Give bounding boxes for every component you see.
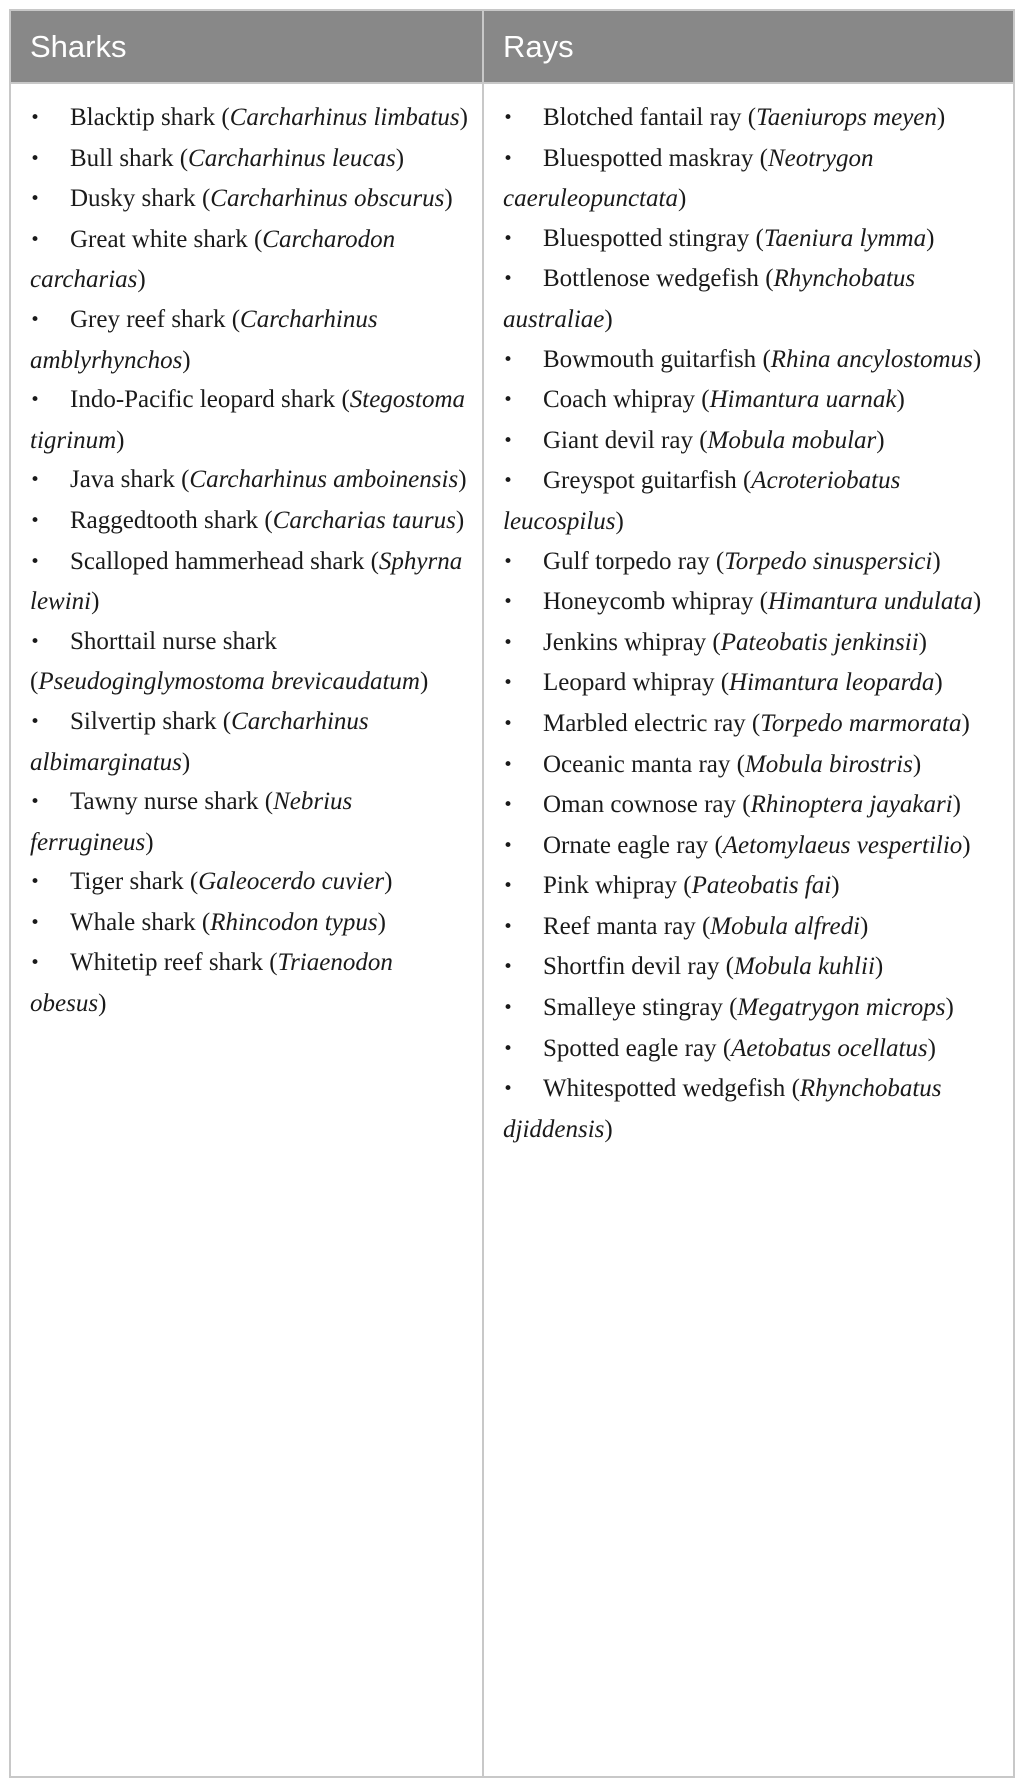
scientific-name: Taeniura lymma bbox=[763, 224, 927, 252]
common-name: Whitetip reef shark bbox=[70, 949, 263, 977]
scientific-name: Pateobatis fai bbox=[691, 872, 832, 900]
bullet-icon: • bbox=[30, 470, 41, 491]
common-name: Bowmouth guitarfish bbox=[543, 345, 757, 373]
scientific-name: Carcharhinus leucas bbox=[188, 144, 396, 172]
common-name: Bottlenose wedgefish bbox=[543, 265, 759, 293]
bullet-icon: • bbox=[30, 551, 41, 572]
ray-list-item: • Bluespotted maskray (Neotrygon caeruleopunctata) bbox=[503, 139, 1003, 219]
bullet-icon: • bbox=[503, 1079, 514, 1100]
common-name: Raggedtooth shark bbox=[70, 506, 259, 534]
scientific-name: Mobula kuhlii bbox=[733, 953, 875, 981]
ray-list-item: • Blotched fantail ray (Taeniurops meyen) bbox=[503, 98, 1003, 139]
common-name: Reef manta ray bbox=[543, 912, 696, 940]
species-table-frame bbox=[9, 9, 1015, 1778]
shark-list-item: • Raggedtooth shark (Carcharias taurus) bbox=[30, 501, 472, 542]
bullet-icon: • bbox=[30, 510, 41, 531]
ray-list-item: • Honeycomb whipray (Himantura undulata) bbox=[503, 582, 1003, 623]
ray-list-item: • Coach whipray (Himantura uarnak) bbox=[503, 380, 1003, 421]
common-name: Whitespotted wedgefish bbox=[543, 1075, 786, 1103]
bullet-icon: • bbox=[30, 953, 41, 974]
bullet-icon: • bbox=[503, 148, 514, 169]
scientific-name: Pateobatis jenkinsii bbox=[720, 628, 919, 656]
scientific-name: Torpedo sinuspersici bbox=[724, 547, 933, 575]
common-name: Scalloped hammerhead shark bbox=[70, 547, 365, 575]
shark-list-item: • Scalloped hammerhead shark (Sphyrna lewini) bbox=[30, 542, 472, 622]
ray-list-item: • Jenkins whipray (Pateobatis jenkinsii) bbox=[503, 623, 1003, 664]
scientific-name: Neotrygon caeruleopunctata bbox=[503, 144, 874, 213]
common-name: Jenkins whipray bbox=[543, 628, 707, 656]
shark-list-item: • Shorttail nurse shark (Pseudoginglymostoma brevicaudatum) bbox=[30, 622, 472, 702]
common-name: Tawny nurse shark bbox=[70, 788, 259, 816]
bullet-icon: • bbox=[30, 390, 41, 411]
bullet-icon: • bbox=[30, 912, 41, 933]
scientific-name: Torpedo marmorata bbox=[760, 709, 962, 737]
common-name: Bluespotted maskray bbox=[543, 144, 754, 172]
scientific-name: Rhincodon typus bbox=[210, 908, 378, 936]
bullet-icon: • bbox=[503, 390, 514, 411]
ray-list-item: • Greyspot guitarfish (Acroteriobatus leucospilus) bbox=[503, 461, 1003, 541]
scientific-name: Carcharhinus obscurus bbox=[210, 185, 445, 213]
common-name: Java shark bbox=[70, 466, 175, 494]
scientific-name: Stegostoma tigrinum bbox=[30, 386, 466, 454]
ray-list-item: • Oceanic manta ray (Mobula birostris) bbox=[503, 745, 1003, 786]
common-name: Indo-Pacific leopard shark bbox=[70, 386, 336, 414]
ray-list-item: • Smalleye stingray (Megatrygon microps) bbox=[503, 988, 1003, 1029]
scientific-name: Carcharhinus albimarginatus bbox=[30, 707, 369, 776]
scientific-name: Mobula alfredi bbox=[710, 912, 861, 940]
bullet-icon: • bbox=[503, 228, 514, 249]
body-row bbox=[11, 83, 1013, 1776]
common-name: Honeycomb whipray bbox=[543, 588, 754, 616]
scientific-name: Aetobatus ocellatus bbox=[731, 1034, 928, 1062]
bullet-icon: • bbox=[503, 471, 514, 492]
shark-list-item: • Indo-Pacific leopard shark (Stegostoma tigrinum) bbox=[30, 380, 472, 460]
sharks-cell bbox=[11, 83, 483, 1776]
scientific-name: Taeniurops meyen bbox=[756, 104, 937, 131]
scientific-name: Nebrius ferrugineus bbox=[30, 788, 353, 856]
scientific-name: Carcharias taurus bbox=[272, 506, 456, 534]
header-rays: Rays bbox=[483, 11, 1013, 83]
ray-list-item: • Whitespotted wedgefish (Rhynchobatus djiddensis) bbox=[503, 1069, 1003, 1149]
ray-list-item: • Oman cownose ray (Rhinoptera jayakari) bbox=[503, 785, 1003, 826]
common-name: Shortfin devil ray bbox=[543, 953, 720, 981]
scientific-name: Rhynchobatus djiddensis bbox=[503, 1075, 942, 1143]
common-name: Marbled electric ray bbox=[543, 709, 746, 737]
scientific-name: Mobula birostris bbox=[744, 750, 913, 778]
common-name: Leopard whipray bbox=[543, 669, 715, 697]
shark-list-item: • Tiger shark (Galeocerdo cuvier) bbox=[30, 862, 472, 903]
common-name: Shorttail nurse shark bbox=[70, 627, 277, 655]
scientific-name: Aetomylaeus vespertilio bbox=[722, 831, 963, 859]
bullet-icon: • bbox=[503, 957, 514, 978]
scientific-name: Acroteriobatus leucospilus bbox=[503, 467, 901, 535]
ray-list-item: • Giant devil ray (Mobula mobular) bbox=[503, 421, 1003, 462]
scientific-name: Himantura leoparda bbox=[729, 669, 935, 697]
bullet-icon: • bbox=[503, 673, 514, 694]
common-name: Giant devil ray bbox=[543, 426, 693, 454]
rays-list bbox=[503, 98, 1003, 1149]
bullet-icon: • bbox=[503, 835, 514, 856]
common-name: Bluespotted stingray bbox=[543, 224, 750, 252]
common-name: Grey reef shark bbox=[70, 305, 226, 333]
bullet-icon: • bbox=[30, 189, 41, 210]
rays-cell bbox=[483, 83, 1013, 1776]
shark-list-item: • Whitetip reef shark (Triaenodon obesus) bbox=[30, 943, 472, 1023]
species-table bbox=[11, 11, 1013, 1776]
ray-list-item: • Bluespotted stingray (Taeniura lymma) bbox=[503, 219, 1003, 260]
scientific-name: Carcharodon carcharias bbox=[30, 225, 396, 294]
scientific-name: Rhina ancylostomus bbox=[770, 345, 973, 373]
bullet-icon: • bbox=[503, 269, 514, 290]
ray-list-item: • Pink whipray (Pateobatis fai) bbox=[503, 866, 1003, 907]
ray-list-item: • Spotted eagle ray (Aetobatus ocellatus) bbox=[503, 1029, 1003, 1070]
bullet-icon: • bbox=[503, 430, 514, 451]
bullet-icon: • bbox=[503, 998, 514, 1019]
common-name: Smalleye stingray bbox=[543, 994, 723, 1022]
ray-list-item: • Ornate eagle ray (Aetomylaeus vespertilio) bbox=[503, 826, 1003, 867]
shark-list-item: • Java shark (Carcharhinus amboinensis) bbox=[30, 460, 472, 501]
sharks-list bbox=[30, 98, 472, 1024]
common-name: Coach whipray bbox=[543, 386, 696, 414]
common-name: Pink whipray bbox=[543, 872, 678, 900]
ray-list-item: • Marbled electric ray (Torpedo marmorata) bbox=[503, 704, 1003, 745]
bullet-icon: • bbox=[30, 872, 41, 893]
bullet-icon: • bbox=[503, 713, 514, 734]
bullet-icon: • bbox=[503, 876, 514, 897]
common-name: Gulf torpedo ray bbox=[543, 547, 710, 575]
common-name: Whale shark bbox=[70, 908, 196, 936]
scientific-name: Carcharhinus amblyrhynchos bbox=[30, 305, 378, 374]
bullet-icon: • bbox=[503, 108, 514, 128]
bullet-icon: • bbox=[30, 229, 41, 250]
scientific-name: Rhinoptera jayakari bbox=[750, 791, 953, 819]
scientific-name: Triaenodon obesus bbox=[30, 949, 393, 1018]
common-name: Blacktip shark bbox=[70, 104, 216, 131]
shark-list-item: • Dusky shark (Carcharhinus obscurus) bbox=[30, 179, 472, 220]
scientific-name: Sphyrna lewini bbox=[30, 547, 463, 616]
shark-list-item: • Silvertip shark (Carcharhinus albimarginatus) bbox=[30, 702, 472, 782]
bullet-icon: • bbox=[30, 631, 41, 652]
bullet-icon: • bbox=[30, 792, 41, 813]
shark-list-item: • Bull shark (Carcharhinus leucas) bbox=[30, 139, 472, 180]
common-name: Ornate eagle ray bbox=[543, 831, 709, 859]
ray-list-item: • Reef manta ray (Mobula alfredi) bbox=[503, 907, 1003, 948]
common-name: Oceanic manta ray bbox=[543, 750, 731, 778]
header-sharks: Sharks bbox=[11, 11, 483, 83]
common-name: Greyspot guitarfish bbox=[543, 467, 737, 495]
scientific-name: Megatrygon microps bbox=[737, 994, 946, 1022]
scientific-name: Himantura uarnak bbox=[709, 386, 897, 414]
bullet-icon: • bbox=[503, 551, 514, 572]
common-name: Tiger shark bbox=[70, 868, 184, 896]
common-name: Great white shark bbox=[70, 225, 248, 253]
scientific-name: Mobula mobular bbox=[707, 426, 877, 454]
shark-list-item: • Great white shark (Carcharodon carcharias) bbox=[30, 220, 472, 300]
ray-list-item: • Leopard whipray (Himantura leoparda) bbox=[503, 663, 1003, 704]
common-name: Oman cownose ray bbox=[543, 791, 736, 819]
bullet-icon: • bbox=[30, 148, 41, 169]
header-row bbox=[11, 11, 1013, 83]
scientific-name: Himantura undulata bbox=[767, 588, 973, 616]
ray-list-item: • Shortfin devil ray (Mobula kuhlii) bbox=[503, 947, 1003, 988]
bullet-icon: • bbox=[503, 349, 514, 370]
bullet-icon: • bbox=[30, 309, 41, 330]
bullet-icon: • bbox=[503, 592, 514, 613]
ray-list-item: • Bowmouth guitarfish (Rhina ancylostomus) bbox=[503, 340, 1003, 381]
ray-list-item: • Bottlenose wedgefish (Rhynchobatus australiae) bbox=[503, 259, 1003, 339]
shark-list-item: • Blacktip shark (Carcharhinus limbatus) bbox=[30, 98, 472, 139]
bullet-icon: • bbox=[30, 711, 41, 732]
ray-list-item: • Gulf torpedo ray (Torpedo sinuspersici) bbox=[503, 542, 1003, 583]
bullet-icon: • bbox=[503, 754, 514, 775]
common-name: Silvertip shark bbox=[70, 707, 217, 735]
scientific-name: Galeocerdo cuvier bbox=[198, 868, 385, 896]
shark-list-item: • Tawny nurse shark (Nebrius ferrugineus) bbox=[30, 782, 472, 862]
shark-list-item: • Grey reef shark (Carcharhinus amblyrhynchos) bbox=[30, 300, 472, 380]
common-name: Dusky shark bbox=[70, 185, 196, 213]
scientific-name: Carcharhinus amboinensis bbox=[189, 466, 459, 494]
scientific-name: Carcharhinus limbatus bbox=[229, 104, 460, 131]
bullet-icon: • bbox=[503, 795, 514, 816]
scientific-name: Rhynchobatus australiae bbox=[503, 265, 916, 333]
bullet-icon: • bbox=[30, 108, 41, 128]
shark-list-item: • Whale shark (Rhincodon typus) bbox=[30, 903, 472, 944]
common-name: Bull shark bbox=[70, 144, 174, 172]
bullet-icon: • bbox=[503, 916, 514, 937]
scientific-name: Pseudoginglymostoma brevicaudatum bbox=[38, 668, 420, 696]
bullet-icon: • bbox=[503, 632, 514, 653]
common-name: Blotched fantail ray bbox=[543, 104, 742, 131]
bullet-icon: • bbox=[503, 1038, 514, 1059]
common-name: Spotted eagle ray bbox=[543, 1034, 717, 1062]
